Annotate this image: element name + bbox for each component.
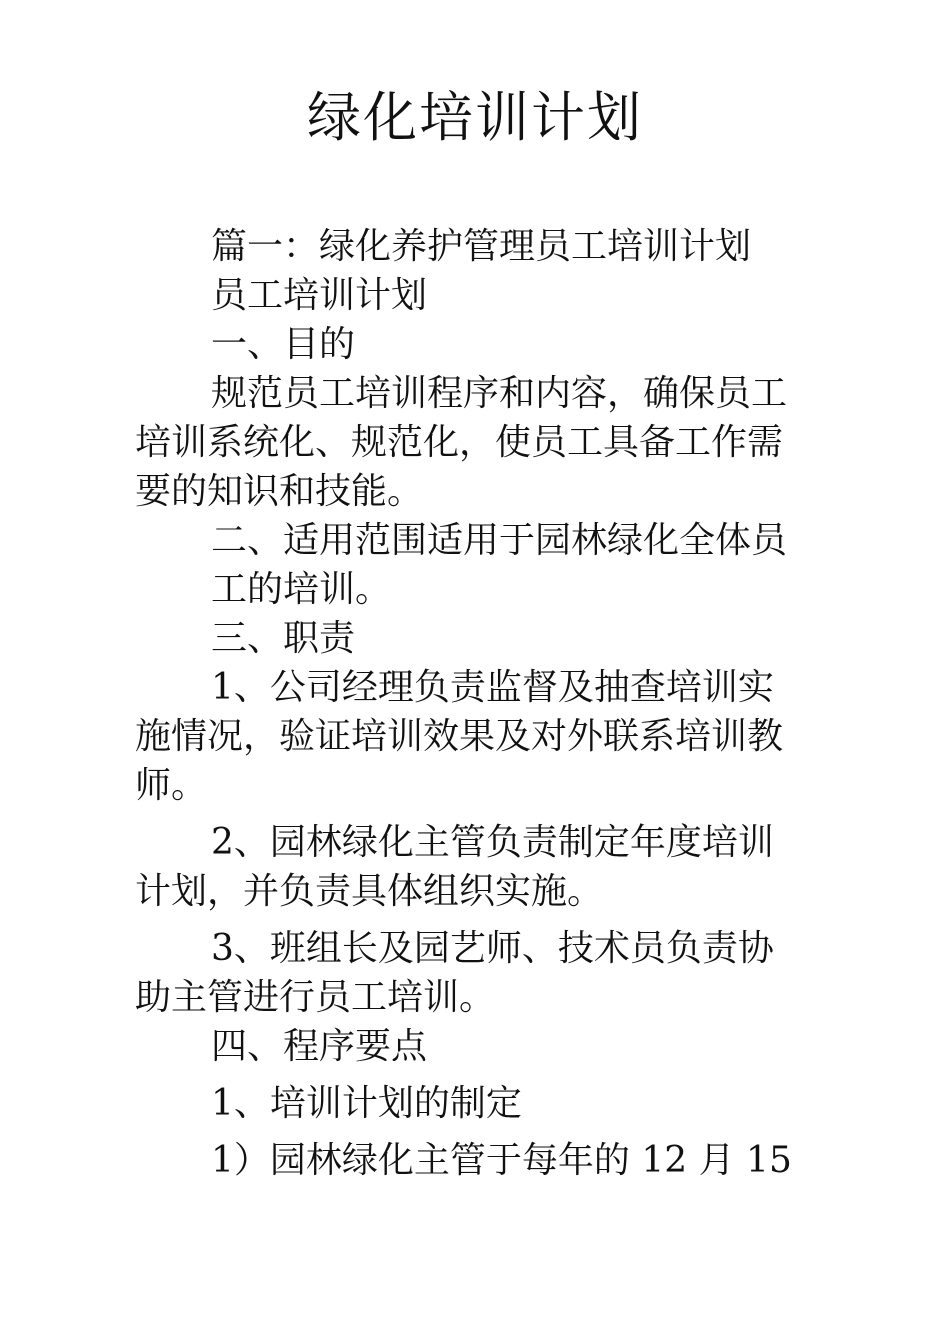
paragraph-line: 二、适用范围适用于园林绿化全体员 (211, 520, 788, 561)
paragraph-line: 1、培训计划的制定 (211, 1083, 522, 1124)
document-title: 绿化培训计划 (307, 86, 643, 149)
section-heading: 篇一：绿化养护管理员工培训计划 (211, 226, 752, 267)
paragraph-line: 2、园林绿化主管负责制定年度培训 (211, 822, 774, 863)
paragraph-line: 3、班组长及园艺师、技术员负责协 (211, 928, 774, 969)
subheading: 员工培训计划 (211, 275, 428, 316)
paragraph-line: 1）园林绿化主管于每年的 12 月 15 (211, 1140, 792, 1181)
document-body (135, 222, 825, 1185)
paragraph-line: 师。 (135, 765, 208, 806)
paragraph-line: 规范员工培训程序和内容，确保员工 (211, 373, 788, 414)
paragraph-heading: 一、目的 (211, 324, 356, 365)
paragraph-line: 1、公司经理负责监督及抽查培训实 (211, 667, 774, 708)
paragraph-line: 工的培训。 (211, 569, 392, 610)
paragraph-line: 要的知识和技能。 (135, 471, 424, 512)
paragraph-heading: 三、职责 (211, 618, 356, 659)
paragraph-line: 助主管进行员工培训。 (135, 977, 496, 1018)
paragraph-heading: 四、程序要点 (211, 1026, 428, 1067)
paragraph-line: 培训系统化、规范化，使员工具备工作需 (135, 422, 784, 463)
paragraph-line: 计划，并负责具体组织实施。 (135, 871, 604, 912)
paragraph-line: 施情况，验证培训效果及对外联系培训教 (135, 716, 784, 757)
